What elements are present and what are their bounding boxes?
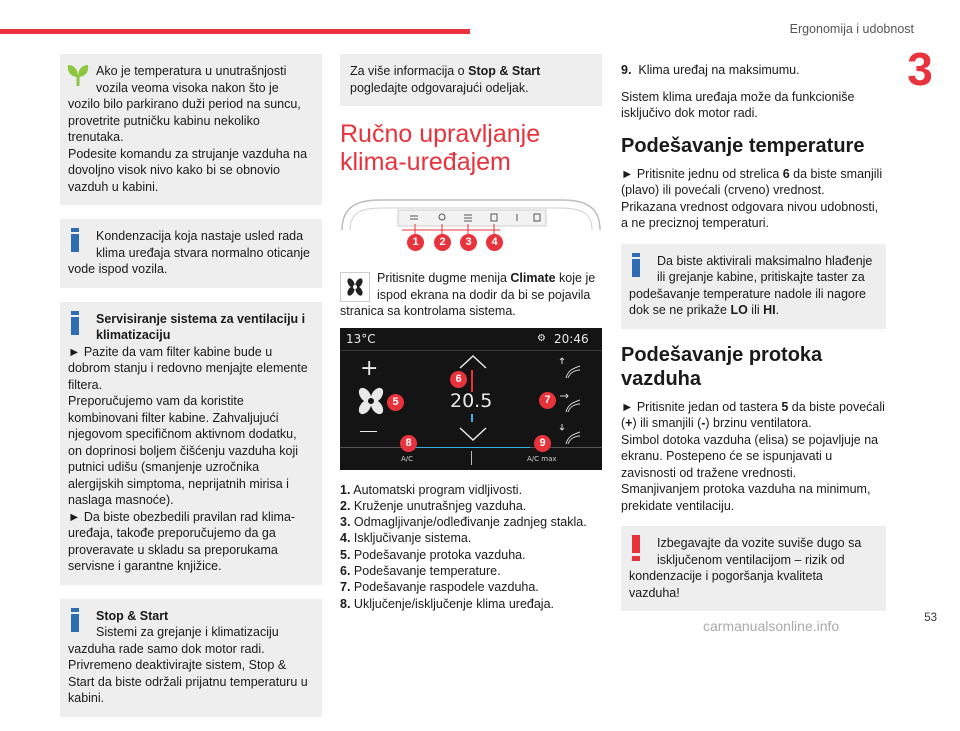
section-heading-manual-ac: Ručno upravljanje klima-uređajem (340, 120, 541, 176)
screen-badge-5: 5 (387, 394, 404, 411)
service-para-1: ► Pazite da vam filter kabine bude u dobrom stanju i redovno menjajte elemente filtera. (68, 344, 308, 392)
condensation-text: Kondenzacija koja nastaje usled rada klima uređaja stvara normalno oticanje vode ispod vozila. (68, 229, 310, 276)
section-title: Ergonomija i udobnost (789, 22, 914, 36)
climate-menu-instruction (340, 270, 602, 320)
info-icon (66, 311, 90, 337)
info-icon (66, 228, 90, 254)
clock: 20:46 (554, 331, 589, 346)
air-distribution-feet-icon[interactable] (558, 422, 584, 448)
ac-active-bar (412, 447, 530, 449)
startstop-para-2: Privremeno deaktivirajte sistem, Stop & Start da biste održali prijatnu temperaturu u kabini. (68, 658, 308, 705)
column-left (60, 54, 322, 731)
outside-temperature: 13°C (346, 331, 376, 346)
ventilation-warning-box (621, 526, 886, 611)
temperature-cool-indicator (471, 414, 473, 422)
column-right (621, 62, 886, 625)
startstop-info-box (60, 599, 322, 717)
status-divider (340, 350, 602, 351)
screen-badge-9: 9 (534, 435, 551, 452)
air-distribution-face-icon[interactable] (558, 390, 584, 416)
engine-note: Sistem klima uređaja može da funkcioniše isključivo dok motor radi. (621, 89, 855, 120)
service-para-3: ► Da biste obezbedili pravilan rad klima-uređaja, takođe preporučujemo da ga proveravate u skladu sa preporukama servisne i garantne knjižice. (68, 509, 296, 573)
ac-button[interactable]: A/C (401, 454, 414, 463)
climate-menu-fan-icon (340, 272, 370, 302)
header-accent-bar (0, 29, 470, 34)
page-number: 53 (924, 612, 937, 624)
list-item: 2. Kruženje unutrašnjeg vazduha. (340, 498, 527, 513)
air-distribution-windshield-icon[interactable] (558, 356, 584, 382)
screen-badge-8: 8 (400, 435, 417, 452)
screen-badge-7: 7 (539, 392, 556, 409)
fan-decrease-button[interactable] (360, 431, 377, 433)
dashboard-badge-2: 2 (434, 234, 451, 251)
fan-icon (354, 384, 388, 418)
eco-tip-line-2: Podesite komandu za strujanje vazduha na dovoljno visok nivo kako bi se obnovio vazduh u kabini. (68, 146, 308, 194)
warning-text: Izbegavajte da vozite suviše dugo sa isključenom ventilacijom – rizik od kondenzacije i pogoršanja kvaliteta vazduha! (629, 536, 862, 600)
service-info-box (60, 302, 322, 585)
startstop-title: Stop & Start (96, 608, 169, 623)
dashboard-badge-1: 1 (407, 234, 424, 251)
settings-gear-icon[interactable]: ⚙ (537, 332, 546, 344)
screen-badge-6: 6 (450, 371, 467, 388)
set-temperature: 20.5 (450, 389, 493, 412)
ac-divider (471, 451, 472, 465)
service-para-2: Preporučujemo vam da koristite kombinovani filter kabine. Zahvaljujući njegovom specifičnom aktivnom dodatku, on doprinosi boljem čišćenju vazduha koji putnici udišu (smanjenje uzročnika alergijskih simptoma, neprijatnih mirisa i naslaga masnoće). (68, 394, 298, 507)
list-item: 7. Podešavanje raspodele vazduha. (340, 580, 539, 595)
airflow-para-2: Simbol dotoka vazduha (elisa) se pojavljuje na ekranu. Postepeno će se ispunjavati u zavisnosti od tražene vrednosti. (621, 432, 879, 480)
ref-text-post: pogledajte odgovarajući odeljak. (350, 80, 529, 95)
temperature-up-arrow-icon[interactable] (456, 352, 490, 372)
menu-text-bold: Climate (510, 271, 556, 285)
warning-icon (627, 535, 651, 561)
temperature-info-box: Da biste aktivirali maksimalno hlađenje ili grejanje kabine, pritiskajte taster za podešavanje temperature nadole ili nagore dok se ne prikaže LO ili HI. (621, 244, 886, 329)
ref-text-bold: Stop & Start (468, 64, 541, 78)
column-middle (340, 54, 602, 612)
section-heading-airflow: Podešavanje protoka vazduha (621, 343, 823, 390)
section-heading-temperature: Podešavanje temperature (621, 134, 865, 157)
menu-text-pre: Pritisnite dugme menija (377, 271, 511, 285)
list-item: 4. Isključivanje sistema. (340, 531, 472, 546)
climate-touchscreen (340, 328, 602, 470)
temperature-para-1: ► Pritisnite jednu od strelica 6 da biste smanjili (plavo) ili povećali (crveno) vrednost. (621, 166, 883, 197)
ac-max-button[interactable]: A/C max (527, 454, 557, 463)
list-item-9: 9. Klima uređaj na maksimumu. (621, 63, 800, 77)
list-item: 8. Uključenje/isključenje klima uređaja. (340, 596, 555, 611)
condensation-info-box (60, 219, 322, 288)
dashboard-buttons-illustration (340, 196, 602, 256)
list-item: 6. Podešavanje temperature. (340, 563, 501, 578)
eco-tip-line-1: Ako je temperatura u unutrašnjosti vozila veoma visoka nakon što je vozilo bilo parkirano duži period na suncu, provetrite putničku kabinu nekoliko trenutaka. (68, 64, 301, 144)
fan-increase-button[interactable]: + (360, 355, 379, 381)
menu-text-post: koje je ispod ekrana na dodir da bi se pojavila stranica sa kontrolama sistema. (340, 271, 596, 318)
dashboard-badge-4: 4 (486, 234, 503, 251)
leaf-icon (66, 63, 90, 89)
info-icon (627, 253, 651, 279)
temperature-down-arrow-icon[interactable] (456, 424, 490, 444)
controls-legend-list (340, 482, 602, 612)
startstop-para-1: Sistemi za grejanje i klimatizaciju vazduha rade samo dok motor radi. (68, 625, 279, 656)
chapter-number: 3 (907, 43, 933, 95)
eco-tip-box (60, 54, 322, 205)
watermark: carmanualsonline.info (703, 618, 840, 634)
list-item: 5. Podešavanje protoka vazduha. (340, 547, 526, 562)
list-item: 1. Automatski program vidljivosti. (340, 482, 523, 497)
airflow-para-1: ► Pritisnite jedan od tastera 5 da biste povećali (+) ili smanjili (-) brzinu ventilatora. (621, 399, 885, 430)
ref-text-pre: Za više informacija o (350, 64, 469, 78)
dashboard-badge-3: 3 (460, 234, 477, 251)
info-icon (66, 608, 90, 634)
airflow-para-3: Smanjivanjem protoka vazduha na minimum, prekidate ventilaciju. (621, 482, 871, 513)
service-title: Servisiranje sistema za ventilaciju i klimatizaciju (96, 311, 306, 342)
temperature-warm-indicator (471, 370, 473, 392)
list-item: 3. Odmagljivanje/odleđivanje zadnjeg stakla. (340, 515, 587, 530)
temperature-para-2: Prikazana vrednost odgovara nivou udobnosti, a ne preciznoj temperaturi. (621, 199, 879, 230)
startstop-ref-box (340, 54, 602, 106)
